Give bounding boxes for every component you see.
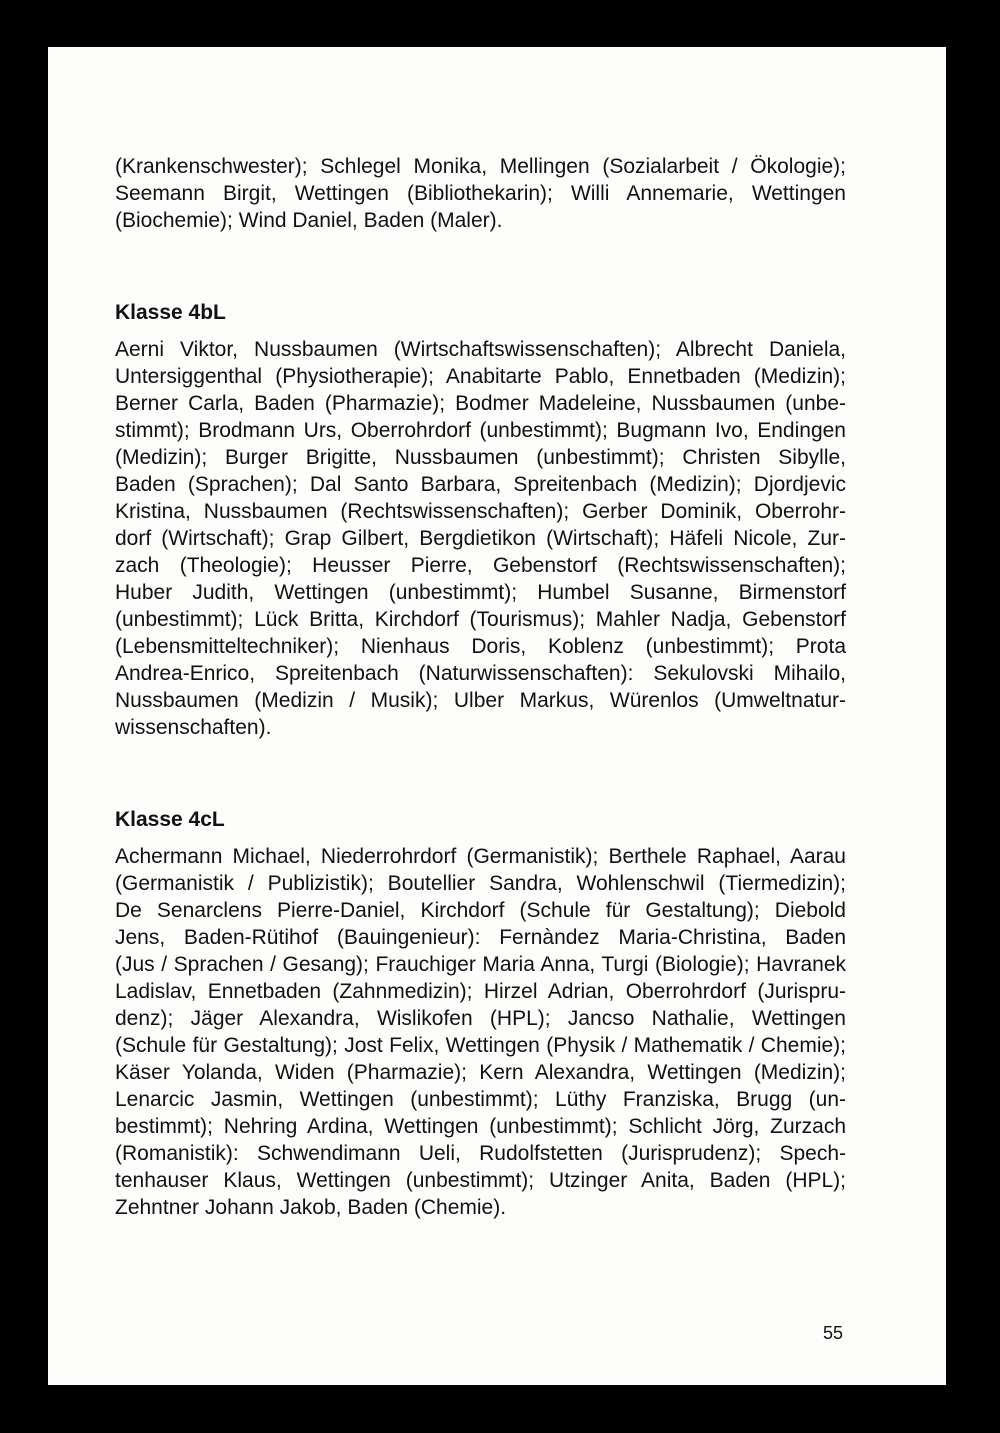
- intro-paragraph: [115, 153, 846, 234]
- text-line: Huber Judith, Wettingen (unbestimmt); Humbel Susanne, Birmenstorf: [115, 581, 846, 604]
- section-heading-4bl: Klasse 4bL: [115, 301, 226, 324]
- text-line: (Krankenschwester); Schlegel Monika, Mellingen (Sozialarbeit / Ökologie);: [115, 155, 846, 178]
- text-line: (Romanistik): Schwendimann Ueli, Rudolfstetten (Jurisprudenz); Spech-: [115, 1142, 846, 1165]
- text-line: (Jus / Sprachen / Gesang); Frauchiger Maria Anna, Turgi (Biologie); Havranek: [115, 953, 846, 976]
- text-line: Seemann Birgit, Wettingen (Bibliothekarin); Willi Annemarie, Wettingen: [115, 182, 846, 205]
- text-line: Untersiggenthal (Physiotherapie); Anabitarte Pablo, Ennetbaden (Medizin);: [115, 365, 846, 388]
- text-line: Ladislav, Ennetbaden (Zahnmedizin); Hirzel Adrian, Oberrohrdorf (Jurispru-: [115, 980, 846, 1003]
- text-line: Berner Carla, Baden (Pharmazie); Bodmer Madeleine, Nussbaumen (unbe-: [115, 392, 846, 415]
- text-line: Zehntner Johann Jakob, Baden (Chemie).: [115, 1196, 507, 1219]
- text-line: tenhauser Klaus, Wettingen (unbestimmt); Utzinger Anita, Baden (HPL);: [115, 1169, 846, 1192]
- text-line: dorf (Wirtschaft); Grap Gilbert, Bergdietikon (Wirtschaft); Häfeli Nicole, Zur-: [115, 527, 846, 550]
- page-content: [115, 153, 846, 1221]
- text-line: De Senarclens Pierre-Daniel, Kirchdorf (Schule für Gestaltung); Diebold: [115, 899, 846, 922]
- text-line: (unbestimmt); Lück Britta, Kirchdorf (Tourismus); Mahler Nadja, Gebenstorf: [115, 608, 846, 631]
- text-line: (Schule für Gestaltung); Jost Felix, Wettingen (Physik / Mathematik / Chemie);: [115, 1034, 846, 1057]
- text-line: Käser Yolanda, Widen (Pharmazie); Kern Alexandra, Wettingen (Medizin);: [115, 1061, 846, 1084]
- text-line: Andrea-Enrico, Spreitenbach (Naturwissenschaften): Sekulovski Mihailo,: [115, 662, 846, 685]
- text-line: wissenschaften).: [115, 716, 272, 739]
- text-line: (Medizin); Burger Brigitte, Nussbaumen (unbestimmt); Christen Sibylle,: [115, 446, 846, 469]
- document-page: [48, 47, 946, 1385]
- text-line: Jens, Baden-Rütihof (Bauingenieur): Fernàndez Maria-Christina, Baden: [115, 926, 846, 949]
- text-line: denz); Jäger Alexandra, Wislikofen (HPL); Jancso Nathalie, Wettingen: [115, 1007, 846, 1030]
- text-line: Aerni Viktor, Nussbaumen (Wirtschaftswissenschaften); Albrecht Daniela,: [115, 338, 846, 361]
- text-line: Kristina, Nussbaumen (Rechtswissenschaften); Gerber Dominik, Oberrohr-: [115, 500, 846, 523]
- section-4bl-paragraph: [115, 336, 846, 741]
- text-line: stimmt); Brodmann Urs, Oberrohrdorf (unbestimmt); Bugmann Ivo, Endingen: [115, 419, 846, 442]
- text-line: Nussbaumen (Medizin / Musik); Ulber Markus, Würenlos (Umweltnatur-: [115, 689, 846, 712]
- text-line: (Biochemie); Wind Daniel, Baden (Maler).: [115, 209, 503, 232]
- text-line: Baden (Sprachen); Dal Santo Barbara, Spreitenbach (Medizin); Djordjevic: [115, 473, 846, 496]
- section-4cl-paragraph: [115, 843, 846, 1221]
- text-line: (Germanistik / Publizistik); Boutellier Sandra, Wohlenschwil (Tiermedizin);: [115, 872, 846, 895]
- text-line: zach (Theologie); Heusser Pierre, Gebenstorf (Rechtswissenschaften);: [115, 554, 846, 577]
- section-heading-4cl: Klasse 4cL: [115, 808, 225, 831]
- text-line: (Lebensmitteltechniker); Nienhaus Doris, Koblenz (unbestimmt); Prota: [115, 635, 846, 658]
- text-line: bestimmt); Nehring Ardina, Wettingen (unbestimmt); Schlicht Jörg, Zurzach: [115, 1115, 846, 1138]
- page-number: 55: [822, 1323, 843, 1343]
- text-line: Achermann Michael, Niederrohrdorf (Germanistik); Berthele Raphael, Aarau: [115, 845, 846, 868]
- text-line: Lenarcic Jasmin, Wettingen (unbestimmt); Lüthy Franziska, Brugg (un-: [115, 1088, 846, 1111]
